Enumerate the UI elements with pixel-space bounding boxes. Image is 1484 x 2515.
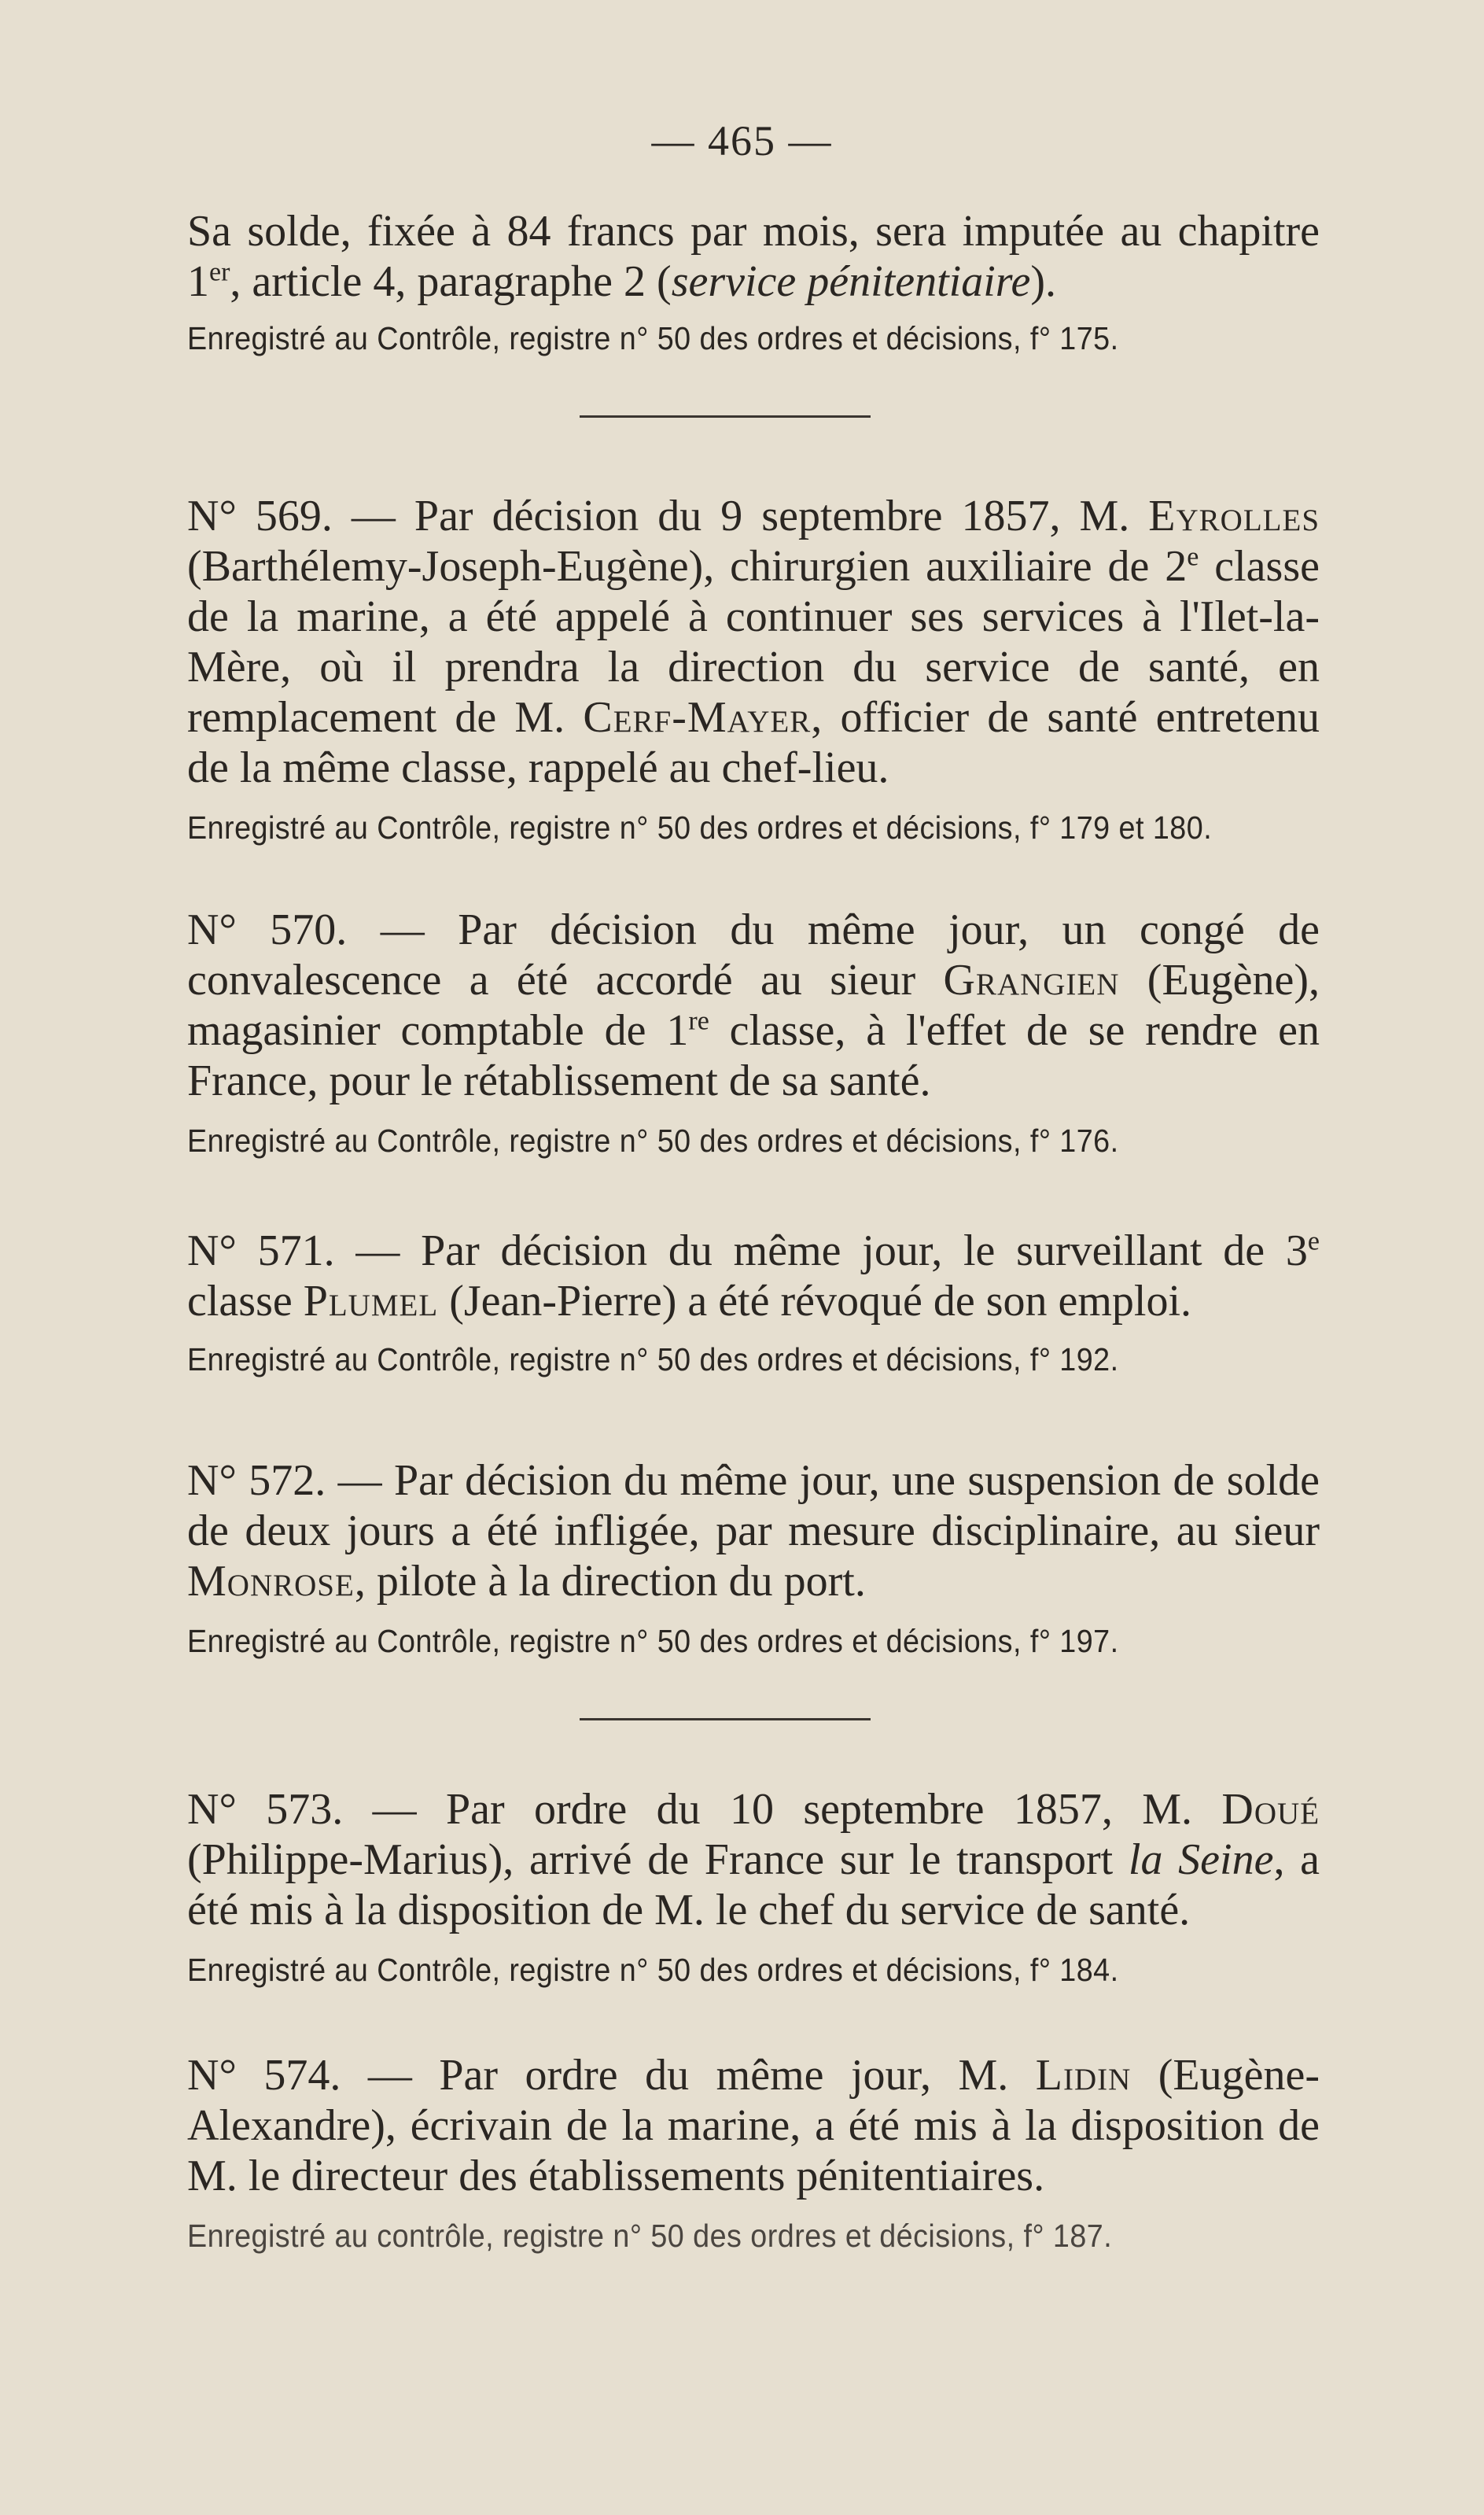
entry-text: , pilote à la direction du port. xyxy=(354,1557,866,1606)
registry-line: Enregistré au Contrôle, registre n° 50 des ordres et décisions, f° 192. xyxy=(187,1341,1119,1377)
entry-paragraph xyxy=(187,491,1320,793)
entry-text: — Par décision du même jour, un congé de convalescence a été accordé au sieur xyxy=(187,905,1320,1005)
person-name: Doué xyxy=(1221,1785,1320,1834)
intro-text: , article 4, paragraphe 2 ( xyxy=(230,257,672,306)
entry-number: N° 570. xyxy=(187,905,348,954)
entry-paragraph xyxy=(187,1226,1320,1326)
person-name: Grangien xyxy=(943,956,1120,1005)
entry-text: classe xyxy=(187,1277,304,1326)
entry-574 xyxy=(187,2050,1320,2256)
registry-line: Enregistré au Contrôle, registre n° 50 des ordres et décisions, f° 197. xyxy=(187,1623,1119,1659)
entry-paragraph xyxy=(187,1784,1320,1935)
entry-text: classe, à l'effet de se rendre en France, pour le rétablissement de sa santé. xyxy=(187,1006,1320,1105)
entry-number: N° 572. xyxy=(187,1456,326,1505)
entry-text: — Par décision du 9 septembre 1857, M. xyxy=(332,492,1149,540)
registry-line: Enregistré au contrôle, registre n° 50 des ordres et décisions, f° 187. xyxy=(187,2218,1113,2254)
person-name: Cerf-Mayer xyxy=(583,693,812,742)
entry-number: N° 573. xyxy=(187,1785,344,1834)
superscript: e xyxy=(1187,542,1199,572)
registry-line: Enregistré au Contrôle, registre n° 50 des ordres et décisions, f° 179 et 180. xyxy=(187,809,1213,846)
person-name: Lidin xyxy=(1035,2051,1132,2100)
section-divider xyxy=(580,415,871,418)
registry-line: Enregistré au Contrôle, registre n° 50 des ordres et décisions, f° 175. xyxy=(187,320,1119,356)
entry-number: N° 569. xyxy=(187,492,333,540)
entry-text: , a été mis à la disposition de M. le chef du service de santé. xyxy=(187,1835,1320,1934)
intro-block xyxy=(187,206,1320,359)
registry-line: Enregistré au Contrôle, registre n° 50 des ordres et décisions, f° 184. xyxy=(187,1952,1119,1988)
entry-paragraph xyxy=(187,1455,1320,1606)
entry-570 xyxy=(187,905,1320,1161)
intro-paragraph xyxy=(187,206,1320,307)
entry-572 xyxy=(187,1455,1320,1661)
page-number: — 465 — xyxy=(651,117,833,164)
entry-text: (Eugène), magasinier comptable de 1 xyxy=(187,956,1320,1055)
entry-text: — Par décision du même jour, le surveillant de 3 xyxy=(334,1226,1308,1275)
entry-569 xyxy=(187,491,1320,848)
entry-text: (Philippe-Marius), arrivé de France sur le transport xyxy=(187,1835,1129,1884)
registry-line: Enregistré au Contrôle, registre n° 50 des ordres et décisions, f° 176. xyxy=(187,1123,1119,1159)
section-divider xyxy=(580,1718,871,1720)
intro-text: ). xyxy=(1030,257,1056,306)
entry-paragraph xyxy=(187,2050,1320,2201)
entry-text: — Par décision du même jour, une suspension de solde de deux jours a été infligée, par mesure disciplinaire, au sieur xyxy=(187,1456,1320,1555)
entry-number: N° 571. xyxy=(187,1226,335,1275)
entry-573 xyxy=(187,1784,1320,1990)
italic-text: la Seine xyxy=(1128,1835,1274,1884)
entry-number: N° 574. xyxy=(187,2051,341,2100)
person-name: Plumel xyxy=(303,1277,439,1326)
entry-paragraph xyxy=(187,905,1320,1106)
superscript: e xyxy=(1307,1226,1320,1256)
entry-text: classe de la marine, a été appelé à continuer ses services à l'Ilet-la-Mère, où il prendra la direction du service de santé, en remplacement de M. xyxy=(187,542,1320,742)
entry-text: (Eugène-Alexandre), écrivain de la marine, a été mis à la disposition de M. le directeur des établissements pénitentiaires. xyxy=(187,2051,1320,2200)
entry-text: — Par ordre du 10 septembre 1857, M. xyxy=(343,1785,1222,1834)
intro-text: Sa solde, fixée à 84 francs par mois, sera imputée au chapitre 1 xyxy=(187,207,1320,306)
entry-text: — Par ordre du même jour, M. xyxy=(341,2051,1036,2100)
superscript: er xyxy=(209,257,230,287)
person-name: Monrose xyxy=(187,1557,355,1606)
italic-text: service pénitentiaire xyxy=(671,257,1031,306)
entry-text: (Barthélemy-Joseph-Eugène), chirurgien auxiliaire de 2 xyxy=(187,542,1188,591)
entry-text: , officier de santé entretenu de la même classe, rappelé au chef-lieu. xyxy=(187,693,1320,792)
entry-text: (Jean-Pierre) a été révoqué de son emploi. xyxy=(438,1277,1192,1326)
person-name: Eyrolles xyxy=(1148,492,1320,540)
entry-571 xyxy=(187,1226,1320,1380)
superscript: re xyxy=(688,1006,709,1036)
